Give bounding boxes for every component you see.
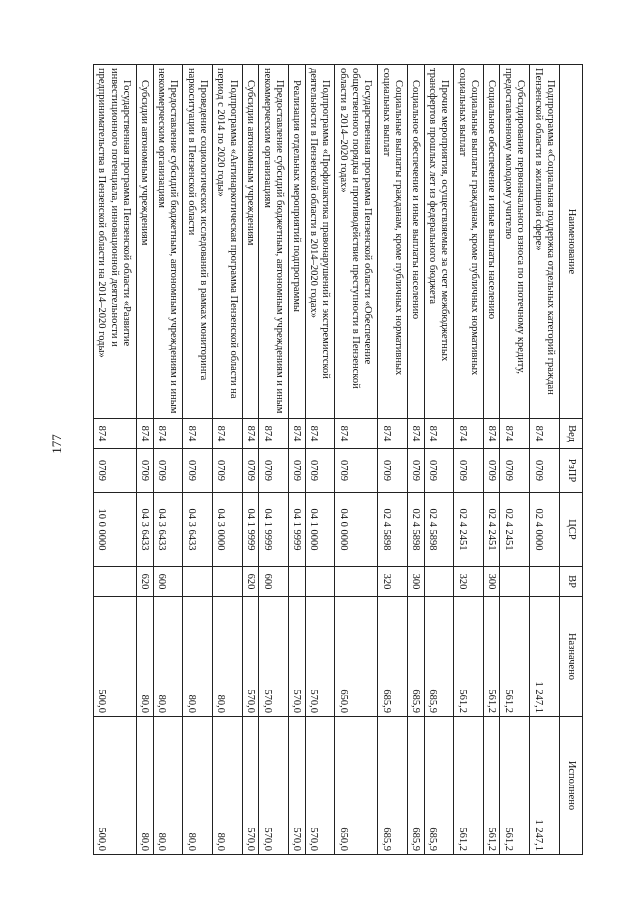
cell-rzpr: 0709: [137, 449, 153, 493]
cell-vr: [183, 567, 213, 597]
cell-csr: 04 3 6433: [153, 493, 183, 567]
cell-executed: 561,2: [484, 717, 500, 855]
column-header-ved: Вед: [560, 419, 583, 449]
cell-ved: 874: [408, 419, 424, 449]
cell-executed: 685,9: [408, 717, 424, 855]
cell-csr: 04 1 9999: [289, 493, 305, 567]
cell-csr: 02 4 5898: [408, 493, 424, 567]
cell-assigned: 561,2: [484, 597, 500, 717]
table-row: [305, 65, 335, 855]
cell-rzpr: 0709: [454, 449, 484, 493]
cell-rzpr: 0709: [305, 449, 335, 493]
table-row: [213, 65, 243, 855]
cell-ved: 874: [454, 419, 484, 449]
cell-assigned: 570,0: [305, 597, 335, 717]
cell-executed: 500,0: [94, 717, 137, 855]
cell-name: [530, 65, 560, 419]
cell-rzpr: 0709: [94, 449, 137, 493]
cell-ved: 874: [137, 419, 153, 449]
cell-assigned: 650,0: [335, 597, 378, 717]
cell-ved: 874: [305, 419, 335, 449]
row-name-text: Субсидирование первоначального взноса по ипотечному кредиту, предоставленному молодому учителю: [502, 68, 527, 375]
cell-ved: 874: [289, 419, 305, 449]
table-row: [153, 65, 183, 855]
rotated-page-content: [93, 64, 583, 854]
row-name-text: Проведение социологических исследований в рамках мониторинга наркоситуации в Пензенской области: [185, 68, 210, 381]
row-name-text: Субсидии автономным учреждениям: [245, 80, 257, 246]
row-name-text: Подпрограмма «Социальная поддержка отдельных категорий граждан Пензенской области в жилищной сфере»: [532, 68, 556, 395]
cell-vr: [213, 567, 243, 597]
row-name-text: Государственная программа Пензенской области «Обеспечение общественного порядка и противодействие преступности в Пензенской области в 2014–2020 годах»: [337, 68, 374, 389]
table-row: [242, 65, 258, 855]
cell-rzpr: 0709: [289, 449, 305, 493]
budget-table: [93, 64, 583, 855]
cell-csr: 04 1 9999: [242, 493, 258, 567]
cell-rzpr: 0709: [500, 449, 530, 493]
cell-assigned: 500,0: [94, 597, 137, 717]
cell-csr: 02 4 5898: [378, 493, 408, 567]
cell-assigned: 570,0: [289, 597, 305, 717]
page-number: 177: [49, 434, 64, 454]
cell-ved: 874: [500, 419, 530, 449]
cell-ved: 874: [335, 419, 378, 449]
cell-ved: 874: [424, 419, 454, 449]
column-header-name: Наименование: [560, 65, 583, 419]
cell-name: [378, 65, 408, 419]
table-row: [424, 65, 454, 855]
cell-csr: 04 3 0000: [213, 493, 243, 567]
cell-name: [454, 65, 484, 419]
cell-assigned: 570,0: [242, 597, 258, 717]
cell-csr: 10 0 0000: [94, 493, 137, 567]
cell-csr: 04 3 6433: [137, 493, 153, 567]
cell-ved: 874: [153, 419, 183, 449]
table-row: [500, 65, 530, 855]
cell-csr: 04 0 0000: [335, 493, 378, 567]
cell-assigned: 561,2: [500, 597, 530, 717]
column-header-vr: ВР: [560, 567, 583, 597]
cell-vr: [289, 567, 305, 597]
cell-executed: 561,2: [500, 717, 530, 855]
row-name-text: Социальное обеспечение и иные выплаты населению: [486, 80, 498, 320]
table-row: [335, 65, 378, 855]
cell-vr: 620: [137, 567, 153, 597]
row-name-text: Предоставление субсидий бюджетным, автономным учреждениям и иным некоммерческим организациям: [261, 68, 286, 414]
cell-name: [242, 65, 258, 419]
cell-name: [183, 65, 213, 419]
cell-assigned: 685,9: [408, 597, 424, 717]
cell-vr: 320: [378, 567, 408, 597]
cell-csr: 04 1 0000: [305, 493, 335, 567]
cell-assigned: 685,9: [424, 597, 454, 717]
cell-executed: 570,0: [242, 717, 258, 855]
table-row: [289, 65, 305, 855]
cell-name: [213, 65, 243, 419]
cell-name: [94, 65, 137, 419]
cell-name: [259, 65, 289, 419]
cell-assigned: 80,0: [137, 597, 153, 717]
cell-name: [137, 65, 153, 419]
cell-executed: 80,0: [213, 717, 243, 855]
cell-csr: 04 3 6433: [183, 493, 213, 567]
cell-name: [484, 65, 500, 419]
table-row: [137, 65, 153, 855]
cell-executed: 685,9: [424, 717, 454, 855]
cell-rzpr: 0709: [335, 449, 378, 493]
cell-ved: 874: [94, 419, 137, 449]
table-body: [94, 65, 560, 855]
table-row: [454, 65, 484, 855]
cell-assigned: 570,0: [259, 597, 289, 717]
cell-vr: 600: [153, 567, 183, 597]
row-name-text: Социальные выплаты гражданам, кроме публичных нормативных социальных выплат: [380, 68, 405, 376]
row-name-text: Социальное обеспечение и иные выплаты населению: [410, 80, 422, 320]
cell-rzpr: 0709: [484, 449, 500, 493]
cell-executed: 80,0: [153, 717, 183, 855]
cell-rzpr: 0709: [378, 449, 408, 493]
cell-executed: 685,9: [378, 717, 408, 855]
cell-vr: 620: [242, 567, 258, 597]
cell-assigned: 685,9: [378, 597, 408, 717]
cell-name: [335, 65, 378, 419]
cell-rzpr: 0709: [424, 449, 454, 493]
cell-ved: 874: [213, 419, 243, 449]
row-name-text: Подпрограмма «Профилактика правонарушений и экстремистской деятельности в Пензенской области в 2014–2020 годах»: [307, 68, 332, 379]
cell-name: [408, 65, 424, 419]
column-header-assigned: Назначено: [560, 597, 583, 717]
table-row: [378, 65, 408, 855]
cell-rzpr: 0709: [408, 449, 424, 493]
cell-executed: 650,0: [335, 717, 378, 855]
cell-ved: 874: [183, 419, 213, 449]
cell-executed: 80,0: [183, 717, 213, 855]
row-name-text: Прочие мероприятия, осуществляемые за счет межбюджетных трансфертов прошлых лет из федерального бюджета: [426, 68, 451, 362]
column-header-rzpr: РзПР: [560, 449, 583, 493]
row-name-text: Социальные выплаты гражданам, кроме публичных нормативных социальных выплат: [456, 68, 481, 376]
cell-csr: 02 4 5898: [424, 493, 454, 567]
table-row: [530, 65, 560, 855]
cell-rzpr: 0709: [242, 449, 258, 493]
cell-assigned: 80,0: [153, 597, 183, 717]
cell-vr: 300: [408, 567, 424, 597]
table-row: [183, 65, 213, 855]
cell-name: [500, 65, 530, 419]
table-row: [408, 65, 424, 855]
cell-assigned: 80,0: [213, 597, 243, 717]
cell-vr: [424, 567, 454, 597]
table-row: [484, 65, 500, 855]
cell-csr: 02 4 2451: [454, 493, 484, 567]
cell-rzpr: 0709: [153, 449, 183, 493]
cell-vr: 300: [484, 567, 500, 597]
cell-csr: 02 4 2451: [484, 493, 500, 567]
cell-vr: 600: [259, 567, 289, 597]
cell-rzpr: 0709: [213, 449, 243, 493]
cell-csr: 04 1 9999: [259, 493, 289, 567]
cell-assigned: 1 247,1: [530, 597, 560, 717]
cell-vr: [94, 567, 137, 597]
cell-vr: [530, 567, 560, 597]
cell-name: [153, 65, 183, 419]
cell-executed: 570,0: [259, 717, 289, 855]
cell-assigned: 80,0: [183, 597, 213, 717]
cell-executed: 1 247,1: [530, 717, 560, 855]
cell-csr: 02 4 0000: [530, 493, 560, 567]
cell-vr: 320: [454, 567, 484, 597]
cell-vr: [335, 567, 378, 597]
cell-executed: 561,2: [454, 717, 484, 855]
cell-name: [289, 65, 305, 419]
cell-name: [424, 65, 454, 419]
row-name-text: Государственная программа Пензенской области «Развитие инвестиционного потенциала, инновационной деятельности и предпринимательства в Пензенской области на 2014–2020 годы»: [96, 68, 133, 358]
cell-rzpr: 0709: [183, 449, 213, 493]
cell-executed: 80,0: [137, 717, 153, 855]
row-name-text: Реализация отдельных мероприятий подпрограммы: [291, 80, 303, 312]
cell-assigned: 561,2: [454, 597, 484, 717]
cell-vr: [305, 567, 335, 597]
cell-name: [305, 65, 335, 419]
column-header-csr: ЦСР: [560, 493, 583, 567]
cell-ved: 874: [484, 419, 500, 449]
cell-ved: 874: [530, 419, 560, 449]
column-header-executed: Исполнено: [560, 717, 583, 855]
row-name-text: Подпрограмма «Антинаркотическая программа Пензенской области на период с 2014 по 2020 годы»: [215, 68, 239, 399]
table-row: [259, 65, 289, 855]
cell-vr: [500, 567, 530, 597]
cell-ved: 874: [378, 419, 408, 449]
table-row: [94, 65, 137, 855]
cell-executed: 570,0: [305, 717, 335, 855]
row-name-text: Субсидии автономным учреждениям: [139, 80, 151, 246]
row-name-text: Предоставление субсидий бюджетным, автономным учреждениям и иным некоммерческим организациям: [155, 68, 180, 414]
cell-rzpr: 0709: [259, 449, 289, 493]
cell-ved: 874: [259, 419, 289, 449]
cell-csr: 02 4 2451: [500, 493, 530, 567]
cell-rzpr: 0709: [530, 449, 560, 493]
cell-ved: 874: [242, 419, 258, 449]
cell-executed: 570,0: [289, 717, 305, 855]
table-header-row: [560, 65, 583, 855]
